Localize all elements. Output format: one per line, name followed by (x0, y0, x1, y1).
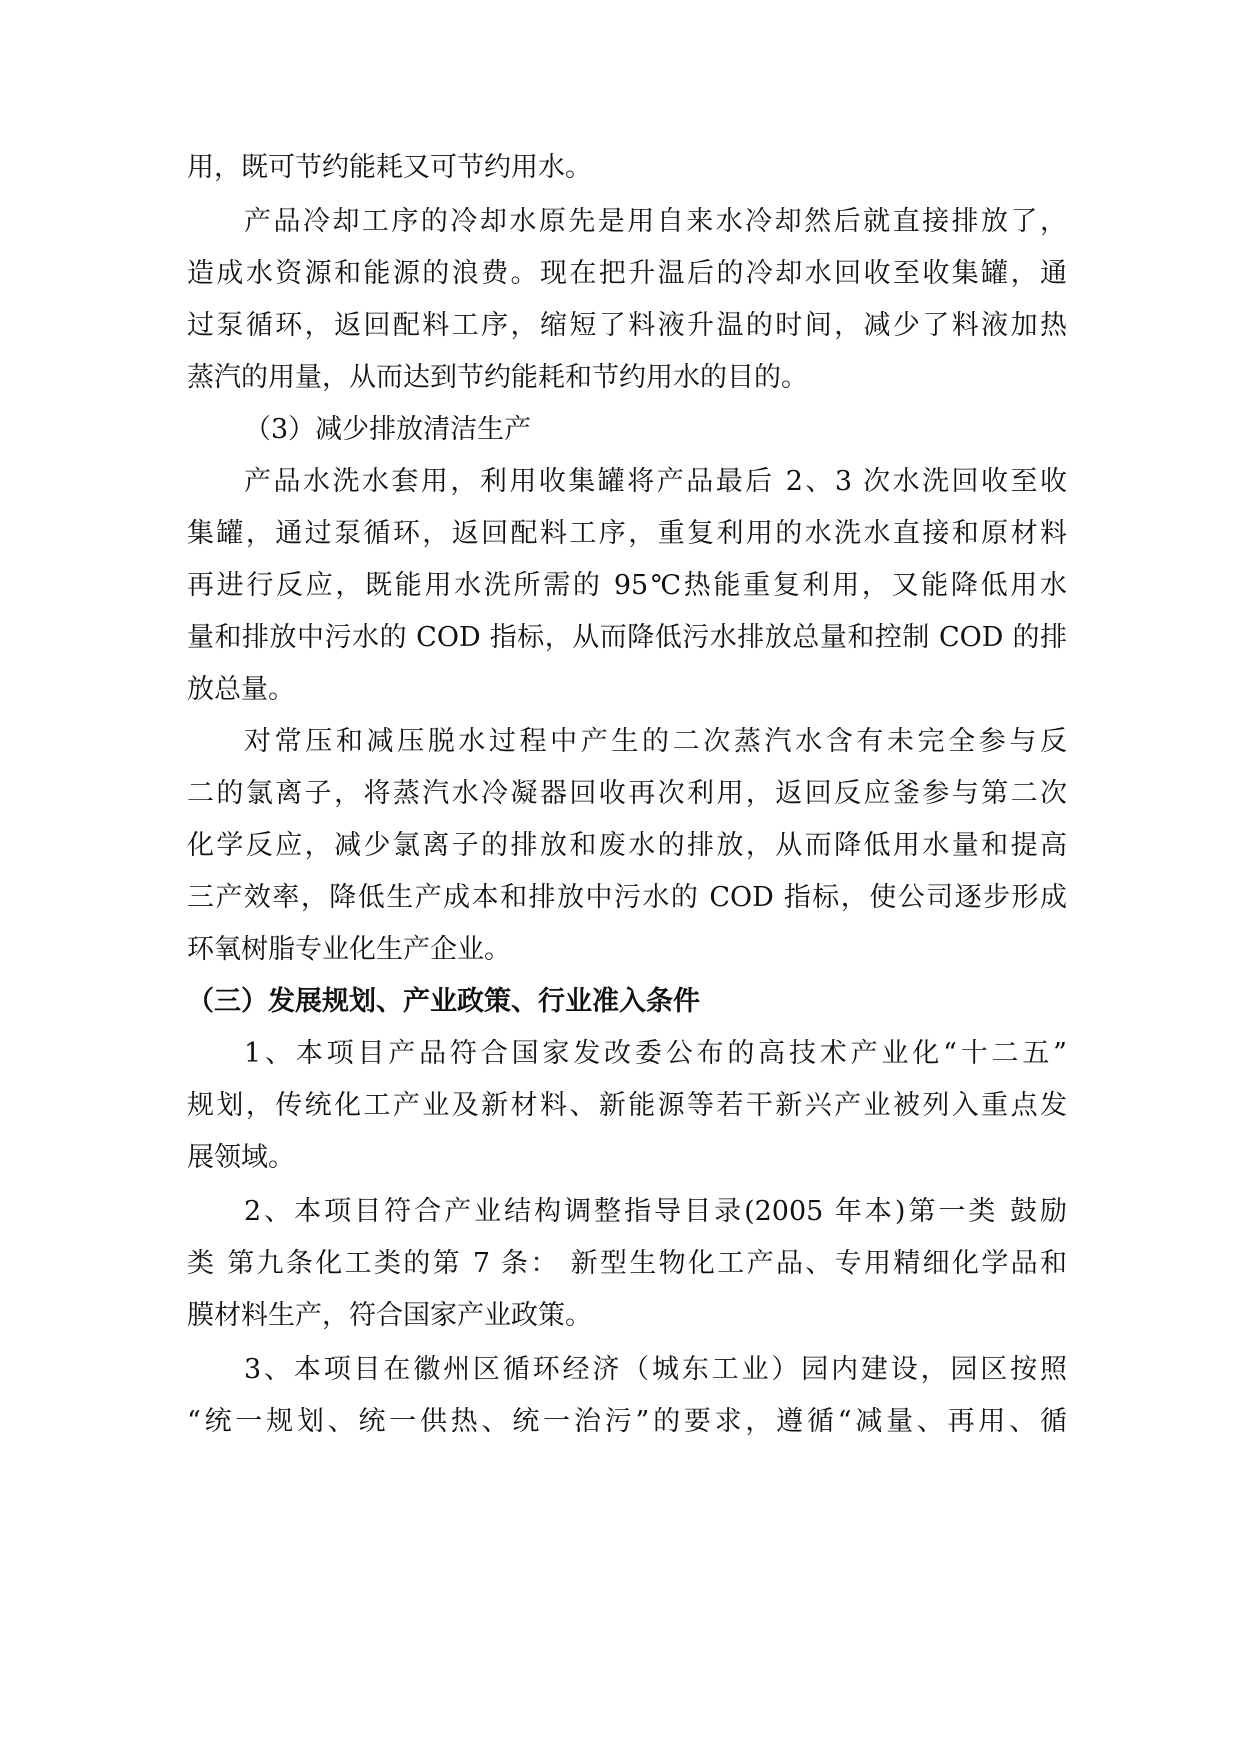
text-line: 对常压和减压脱水过程中产生的二次蒸汽水含有未完全参与反 (244, 726, 1067, 757)
text-line: 二的氯离子，将蒸汽水冷凝器回收再次利用，返回反应釜参与第二次 (187, 778, 1067, 809)
text-line: 蒸汽的用量，从而达到节约能耗和节约用水的目的。 (187, 362, 808, 393)
text-line: 量和排放中污水的 COD 指标，从而降低污水排放总量和控制 COD 的排 (187, 622, 1067, 653)
text-line: 类 第九条化工类的第 7 条： 新型生物化工产品、专用精细化学品和 (187, 1248, 1067, 1279)
text-line: 规划，传统化工产业及新材料、新能源等若干新兴产业被列入重点发 (187, 1090, 1067, 1121)
section-subheading: （3）减少排放清洁生产 (244, 414, 532, 445)
section-heading: （三）发展规划、产业政策、行业准入条件 (187, 986, 700, 1017)
text-line: 环氧树脂专业化生产企业。 (187, 934, 511, 965)
text-line: 化学反应，减少氯离子的排放和废水的排放，从而降低用水量和提高 (187, 830, 1067, 861)
text-line: 展领域。 (187, 1142, 295, 1173)
text-line: 放总量。 (187, 674, 295, 705)
text-line: “统一规划、统一供热、统一治污”的要求，遵循“减量、再用、循 (187, 1406, 1067, 1437)
text-line: 再进行反应，既能用水洗所需的 95℃热能重复利用，又能降低用水 (187, 570, 1067, 601)
text-line: 过泵循环，返回配料工序，缩短了料液升温的时间，减少了料液加热 (187, 310, 1067, 341)
text-line: 2、本项目符合产业结构调整指导目录(2005 年本)第一类 鼓励 (244, 1196, 1067, 1227)
text-line: 用，既可节约能耗又可节约用水。 (187, 152, 592, 183)
text-line: 3、本项目在徽州区循环经济（城东工业）园内建设，园区按照 (244, 1354, 1067, 1385)
text-line: 产品水洗水套用，利用收集罐将产品最后 2、3 次水洗回收至收 (244, 466, 1067, 497)
text-line: 膜材料生产，符合国家产业政策。 (187, 1300, 592, 1331)
text-line: 产品冷却工序的冷却水原先是用自来水冷却然后就直接排放了， (244, 206, 1067, 237)
text-line: 造成水资源和能源的浪费。现在把升温后的冷却水回收至收集罐，通 (187, 258, 1067, 289)
text-line: 集罐，通过泵循环，返回配料工序，重复利用的水洗水直接和原材料 (187, 518, 1067, 549)
text-line: 1、本项目产品符合国家发改委公布的高技术产业化“十二五” (244, 1038, 1067, 1069)
text-line: 三产效率，降低生产成本和排放中污水的 COD 指标，使公司逐步形成 (187, 882, 1067, 913)
